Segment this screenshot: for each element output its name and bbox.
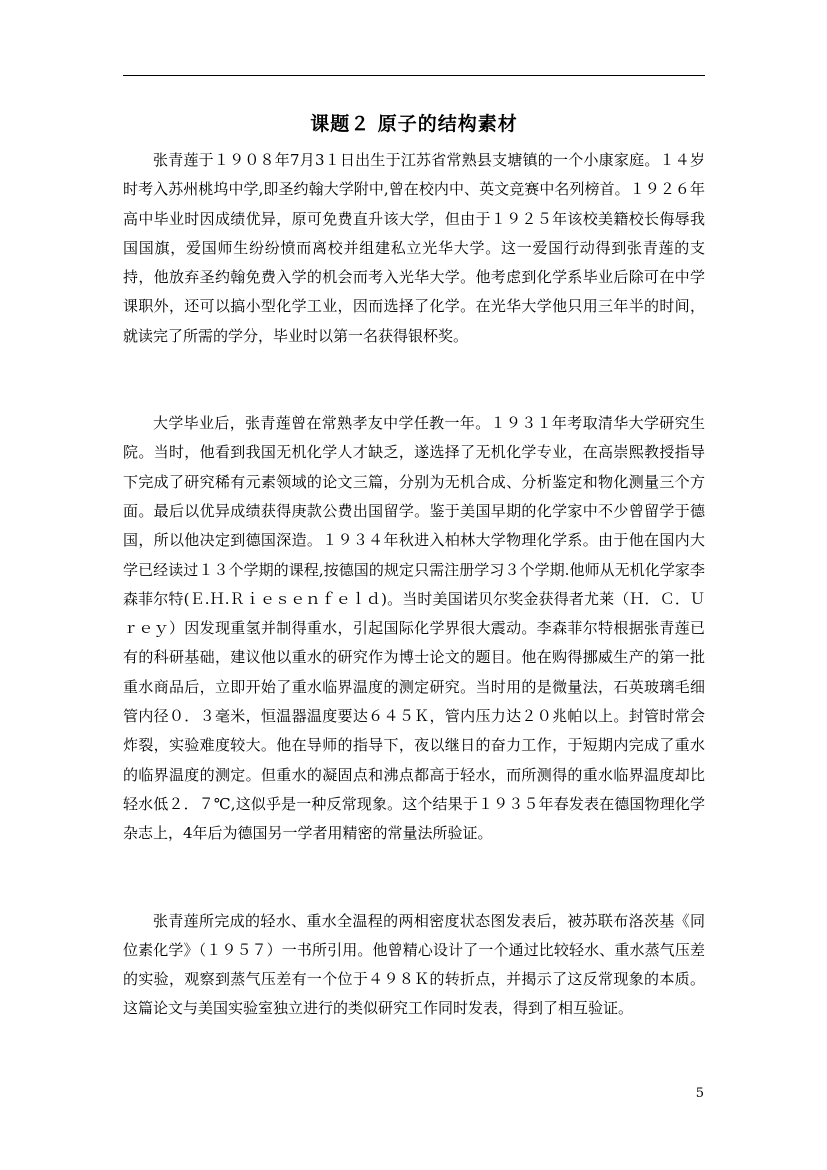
document-body	[123, 146, 705, 1024]
page-number: 5	[695, 1086, 704, 1101]
paragraph-1: 张青莲于１９０８年7月3１日出生于江苏省常熟县支塘镇的一个小康家庭。１４岁时考入苏州桃坞中学,即圣约翰大学附中,曾在校内中、英文竞赛中名列榜首。１９２６年高中毕业时因成绩优异，原可免费直升该大学，但由于１９２５年该校美籍校长侮辱我国国旗，爱国师生纷纷愤而离校并组建私立光华大学。这一爱国行动得到张青莲的支持，他放弃圣约翰免费入学的机会而考入光华大学。他考虑到化学系毕业后除可在中学课职外，还可以搞小型化学工业，因而选择了化学。在光华大学他只用三年半的时间，就读完了所需的学分，毕业时以第一名获得银杯奖。	[123, 151, 705, 345]
paragraph-3: 张青莲所完成的轻水、重水全温程的两相密度状态图发表后，被苏联布洛茨基《同位素化学》（１９５７）一书所引用。他曾精心设计了一个通过比较轻水、重水蒸气压差的实验，观察到蒸气压差有一个位于４９８Ｋ的转折点，并揭示了这反常现象的本质。这篇论文与美国实验室独立进行的类似研究工作同时发表，得到了相互验证。	[123, 911, 705, 1018]
paragraph-2: 大学毕业后，张青莲曾在常熟孝友中学任教一年。１９３１年考取清华大学研究生院。当时，他看到我国无机化学人才缺乏，遂选择了无机化学专业，在高崇熙教授指导下完成了研究稀有元素领域的论文三篇，分别为无机合成、分析鉴定和物化测量三个方面。最后以优异成绩获得庚款公费出国留学。鉴于美国早期的化学家中不少曾留学于德国，所以他决定到德国深造。１９３４年秋进入柏林大学物理化学系。由于他在国内大学已经读过１３个学期的课程,按德国的规定只需注册学习３个学期.他师从无机化学家李森菲尔特(Ｅ.Ｈ.Ｒｉｅｓｅｎｆｅｌｄ)。当时美国诺贝尔奖金获得者尤莱（Ｈ．Ｃ．Ｕｒｅｙ）因发现重氢并制得重水，引起国际化学界很大震动。李森菲尔特根据张青莲已有的科研基础，建议他以重水的研究作为博士论文的题目。他在购得挪威生产的第一批重水商品后，立即开始了重水临界温度的测定研究。当时用的是微量法，石英玻璃毛细管内径０．３毫米，恒温器温度要达６４５Ｋ，管内压力达２０兆帕以上。封管时常会炸裂，实验难度较大。他在导师的指导下，夜以继日的奋力工作，于短期内完成了重水的临界温度的测定。但重水的凝固点和沸点都高于轻水，而所测得的重水临界温度却比轻水低２．７℃,这似乎是一种反常现象。这个结果于１９３５年春发表在德国物理化学杂志上，4年后为德国另一学者用精密的常量法所验证。	[123, 414, 705, 843]
header-rule	[123, 75, 705, 76]
document-title: 课题２ 原子的结构素材	[310, 113, 518, 135]
